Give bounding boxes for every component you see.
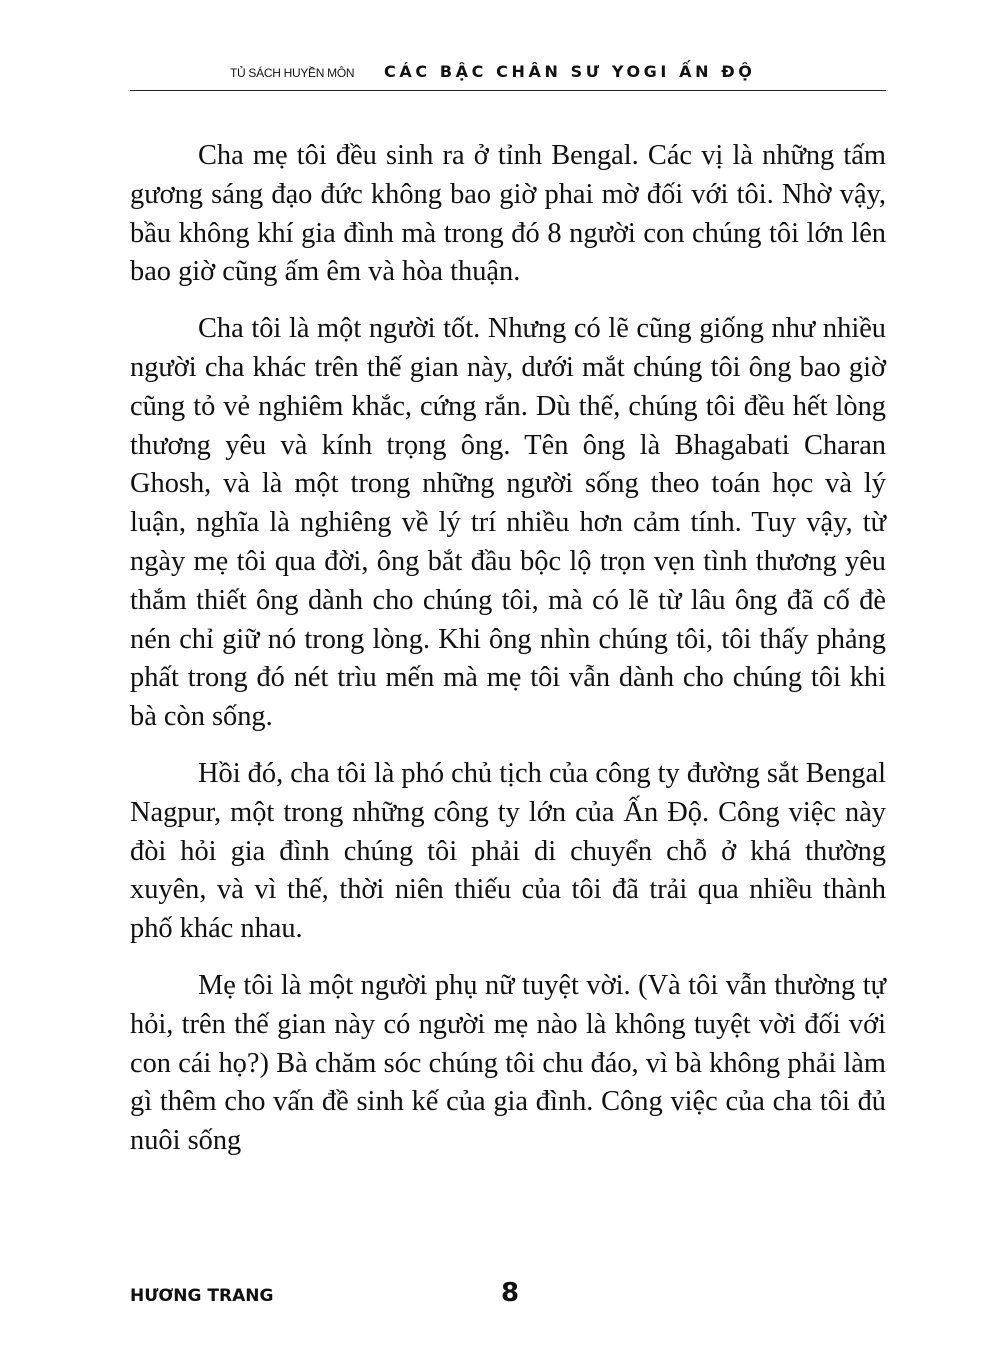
- paragraph: Hồi đó, cha tôi là phó chủ tịch của công ty đường sắt Bengal Nagpur, một trong những công ty lớn của Ấn Độ. Công việc này đòi hỏi gia đình chúng tôi phải di chuyển chỗ ở khá thường xuyên, và vì thế, thời niên thiếu của tôi đã trải qua nhiều thành phố khác nhau.: [130, 757, 886, 945]
- book-title: CÁC BẬC CHÂN SƯ YOGI ẤN ĐỘ: [384, 62, 756, 81]
- paragraph: Mẹ tôi là một người phụ nữ tuyệt vời. (Và tôi vẫn thường tự hỏi, trên thế gian này có người mẹ nào là không tuyệt vời đối với con cái họ?) Bà chăm sóc chúng tôi chu đáo, vì bà không phải làm gì thêm cho vấn đề sinh kế của gia đình. Công việc của cha tôi đủ nuôi sống: [130, 969, 886, 1157]
- body-text: [130, 137, 886, 1161]
- series-name: TỦ SÁCH HUYỀN MÔN: [230, 66, 355, 80]
- paragraph: Cha tôi là một người tốt. Nhưng có lẽ cũng giống như nhiều người cha khác trên thế gian này, dưới mắt chúng tôi ông bao giờ cũng tỏ vẻ nghiêm khắc, cứng rắn. Dù thế, chúng tôi đều hết lòng thương yêu và kính trọng ông. Tên ông là Bhagabati Charan Ghosh, và là một trong những người sống theo toán học và lý luận, nghĩa là nghiêng về lý trí nhiều hơn cảm tính. Tuy vậy, từ ngày mẹ tôi qua đời, ông bắt đầu bộc lộ trọn vẹn tình thương yêu thắm thiết ông dành cho chúng tôi, mà có lẽ từ lâu ông đã cố đè nén chỉ giữ nó trong lòng. Khi ông nhìn chúng tôi, tôi thấy phảng phất trong đó nét trìu mến mà mẹ tôi vẫn dành cho chúng tôi khi bà còn sống.: [130, 313, 886, 733]
- page-number: 8: [500, 1278, 520, 1308]
- publisher-name: HƯƠNG TRANG: [130, 1286, 274, 1306]
- paragraph: Cha mẹ tôi đều sinh ra ở tỉnh Bengal. Các vị là những tấm gương sáng đạo đức không bao giờ phai mờ đối với tôi. Nhờ vậy, bầu không khí gia đình mà trong đó 8 người con chúng tôi lớn lên bao giờ cũng ấm êm và hòa thuận.: [130, 140, 886, 288]
- running-header: [130, 60, 886, 91]
